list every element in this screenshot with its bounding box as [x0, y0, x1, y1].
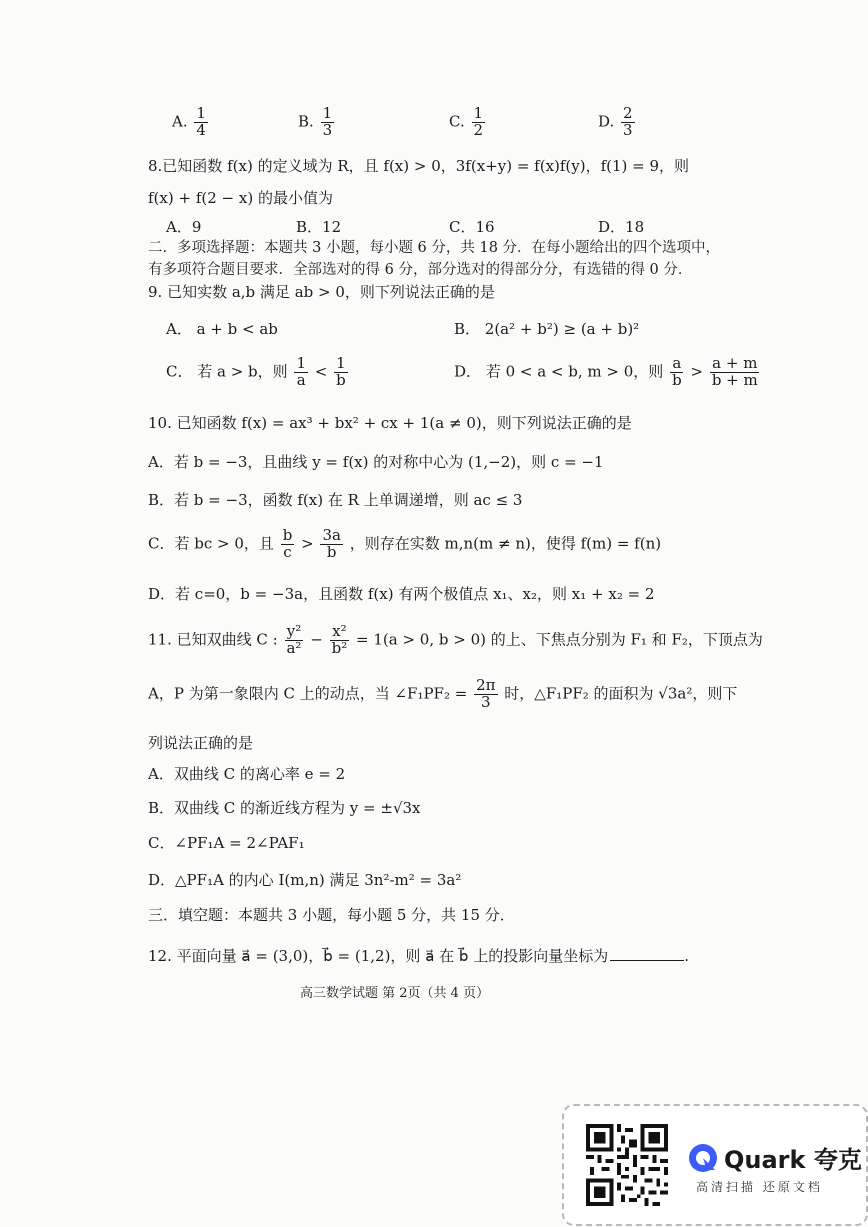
fraction: $\frac{a + m}{b + m}$ [711, 354, 758, 389]
q7-option-d: D. $\frac{2}{3}$ [598, 104, 633, 139]
quark-tagline: 高清扫描 还原文档 [696, 1180, 823, 1194]
fraction: $\frac{3a}{b}$ [322, 526, 341, 561]
answer-blank [610, 946, 684, 961]
q9-stem: 9. 已知实数 a,b 满足 ab > 0，则下列说法正确的是 [148, 283, 495, 301]
quark-watermark [562, 1104, 868, 1226]
q8-option-d: D．18 [598, 218, 645, 236]
q9-option-d: D． 若 0 < a < b, m > 0，则 $\frac{a}{b}$ > $\frac{a + m}{b + m}$ [454, 354, 758, 389]
q7-option-c: C. $\frac{1}{2}$ [449, 104, 484, 139]
q10-option-d: D．若 c=0，b = −3a，且函数 f(x) 有两个极值点 x₁、x₂，则 x₁ + x₂ = 2 [148, 585, 655, 603]
fraction: $\frac{1}{2}$ [473, 104, 484, 139]
fraction: $\frac{a}{b}$ [672, 354, 682, 389]
q8-stem-1: 8.已知函数 f(x) 的定义域为 R，且 f(x) > 0，3f(x+y) = f(x)f(y)，f(1) = 9，则 [148, 157, 690, 175]
quark-logo-icon [688, 1143, 718, 1173]
fraction: $\frac{1}{4}$ [196, 104, 206, 139]
fraction: $\frac{\text{x²}}{\text{b²}}$ [331, 622, 348, 657]
q12-stem: 12. 平面向量 a⃗ = (3,0)，b⃗ = (1,2)，则 a⃗ 在 b⃗ 上的投影向量坐标为 . [148, 947, 690, 965]
q10-option-a: A．若 b = −3，且曲线 y = f(x) 的对称中心为 (1,−2)，则 c = −1 [148, 453, 604, 471]
fraction: $\frac{2\pi}{3}$ [476, 676, 496, 711]
q11-option-c: C．∠PF₁A = 2∠PAF₁ [148, 834, 305, 852]
fraction: $\frac{1}{b}$ [336, 354, 346, 389]
q9-option-c: C． 若 a > b，则 $\frac{1}{a}$ < $\frac{1}{b}$ [166, 354, 346, 389]
q11-option-a: A．双曲线 C 的离心率 e = 2 [148, 765, 346, 783]
q10-option-b: B．若 b = −3，函数 f(x) 在 R 上单调递增，则 ac ≤ 3 [148, 491, 523, 509]
section2-line1: 二．多项选择题：本题共 3 小题，每小题 6 分，共 18 分．在每小题给出的四个选项中， [148, 240, 721, 256]
page-footer: 高三数学试题 第 2页（共 4 页） [300, 986, 490, 1001]
q11-option-b: B．双曲线 C 的渐近线方程为 y = ±√3x [148, 799, 421, 817]
section3-heading: 三．填空题：本题共 3 小题，每小题 5 分，共 15 分． [148, 906, 515, 924]
q8-stem-2: f(x) + f(2 − x) 的最小值为 [148, 189, 333, 207]
q11-line3: 列说法正确的是 [148, 734, 254, 752]
q11-option-d: D．△PF₁A 的内心 I(m,n) 满足 3n²-m² = 3a² [148, 871, 462, 889]
fraction: $\frac{2}{3}$ [623, 104, 633, 139]
q8-option-c: C．16 [449, 218, 495, 236]
q7-option-a: A. $\frac{1}{4}$ [172, 104, 206, 139]
q11-line2: A，P 为第一象限内 C 上的动点，当 ∠F₁PF₂ = $\frac{2\pi}{3}$ 时，△F₁PF₂ 的面积为 √3a²，则下 [148, 676, 738, 711]
q8-option-b: B．12 [296, 218, 342, 236]
fraction: $\frac{1}{3}$ [322, 104, 333, 139]
q10-option-c: C．若 bc > 0，且 $\frac{b}{c}$ > $\frac{3a}{b}$ ，则存在实数 m,n(m ≠ n)，使得 f(m) = f(n) [148, 526, 662, 561]
q8-option-a: A．9 [166, 218, 202, 236]
q9-option-a: A． a + b < ab [166, 320, 278, 338]
q11-stem: 11. 已知双曲线 C : $\frac{\text{y²}}{\text{a²}}$ − $\frac{\text{x²}}{\text{b²}}$ = 1(a > 0, b > 0) 的上、下焦点分别为 F₁ 和 F₂，下顶点为 [148, 622, 763, 657]
quark-brand-name: Quark 夸克 [724, 1146, 862, 1174]
fraction: $\frac{b}{c}$ [282, 526, 293, 561]
quark-brand [688, 1140, 862, 1175]
q9-option-b: B． 2(a² + b²) ≥ (a + b)² [454, 320, 640, 338]
q7-option-b: B. $\frac{1}{3}$ [298, 104, 333, 139]
section2-line2: 有多项符合题目要求．全部选对的得 6 分，部分选对的得部分分，有选错的得 0 分． [148, 262, 693, 278]
q10-stem: 10. 已知函数 f(x) = ax³ + bx² + cx + 1(a ≠ 0)，则下列说法正确的是 [148, 414, 632, 432]
fraction: $\frac{1}{a}$ [296, 354, 306, 389]
qr-code-icon [586, 1124, 668, 1206]
fraction: $\frac{\text{y²}}{\text{a²}}$ [286, 622, 302, 657]
